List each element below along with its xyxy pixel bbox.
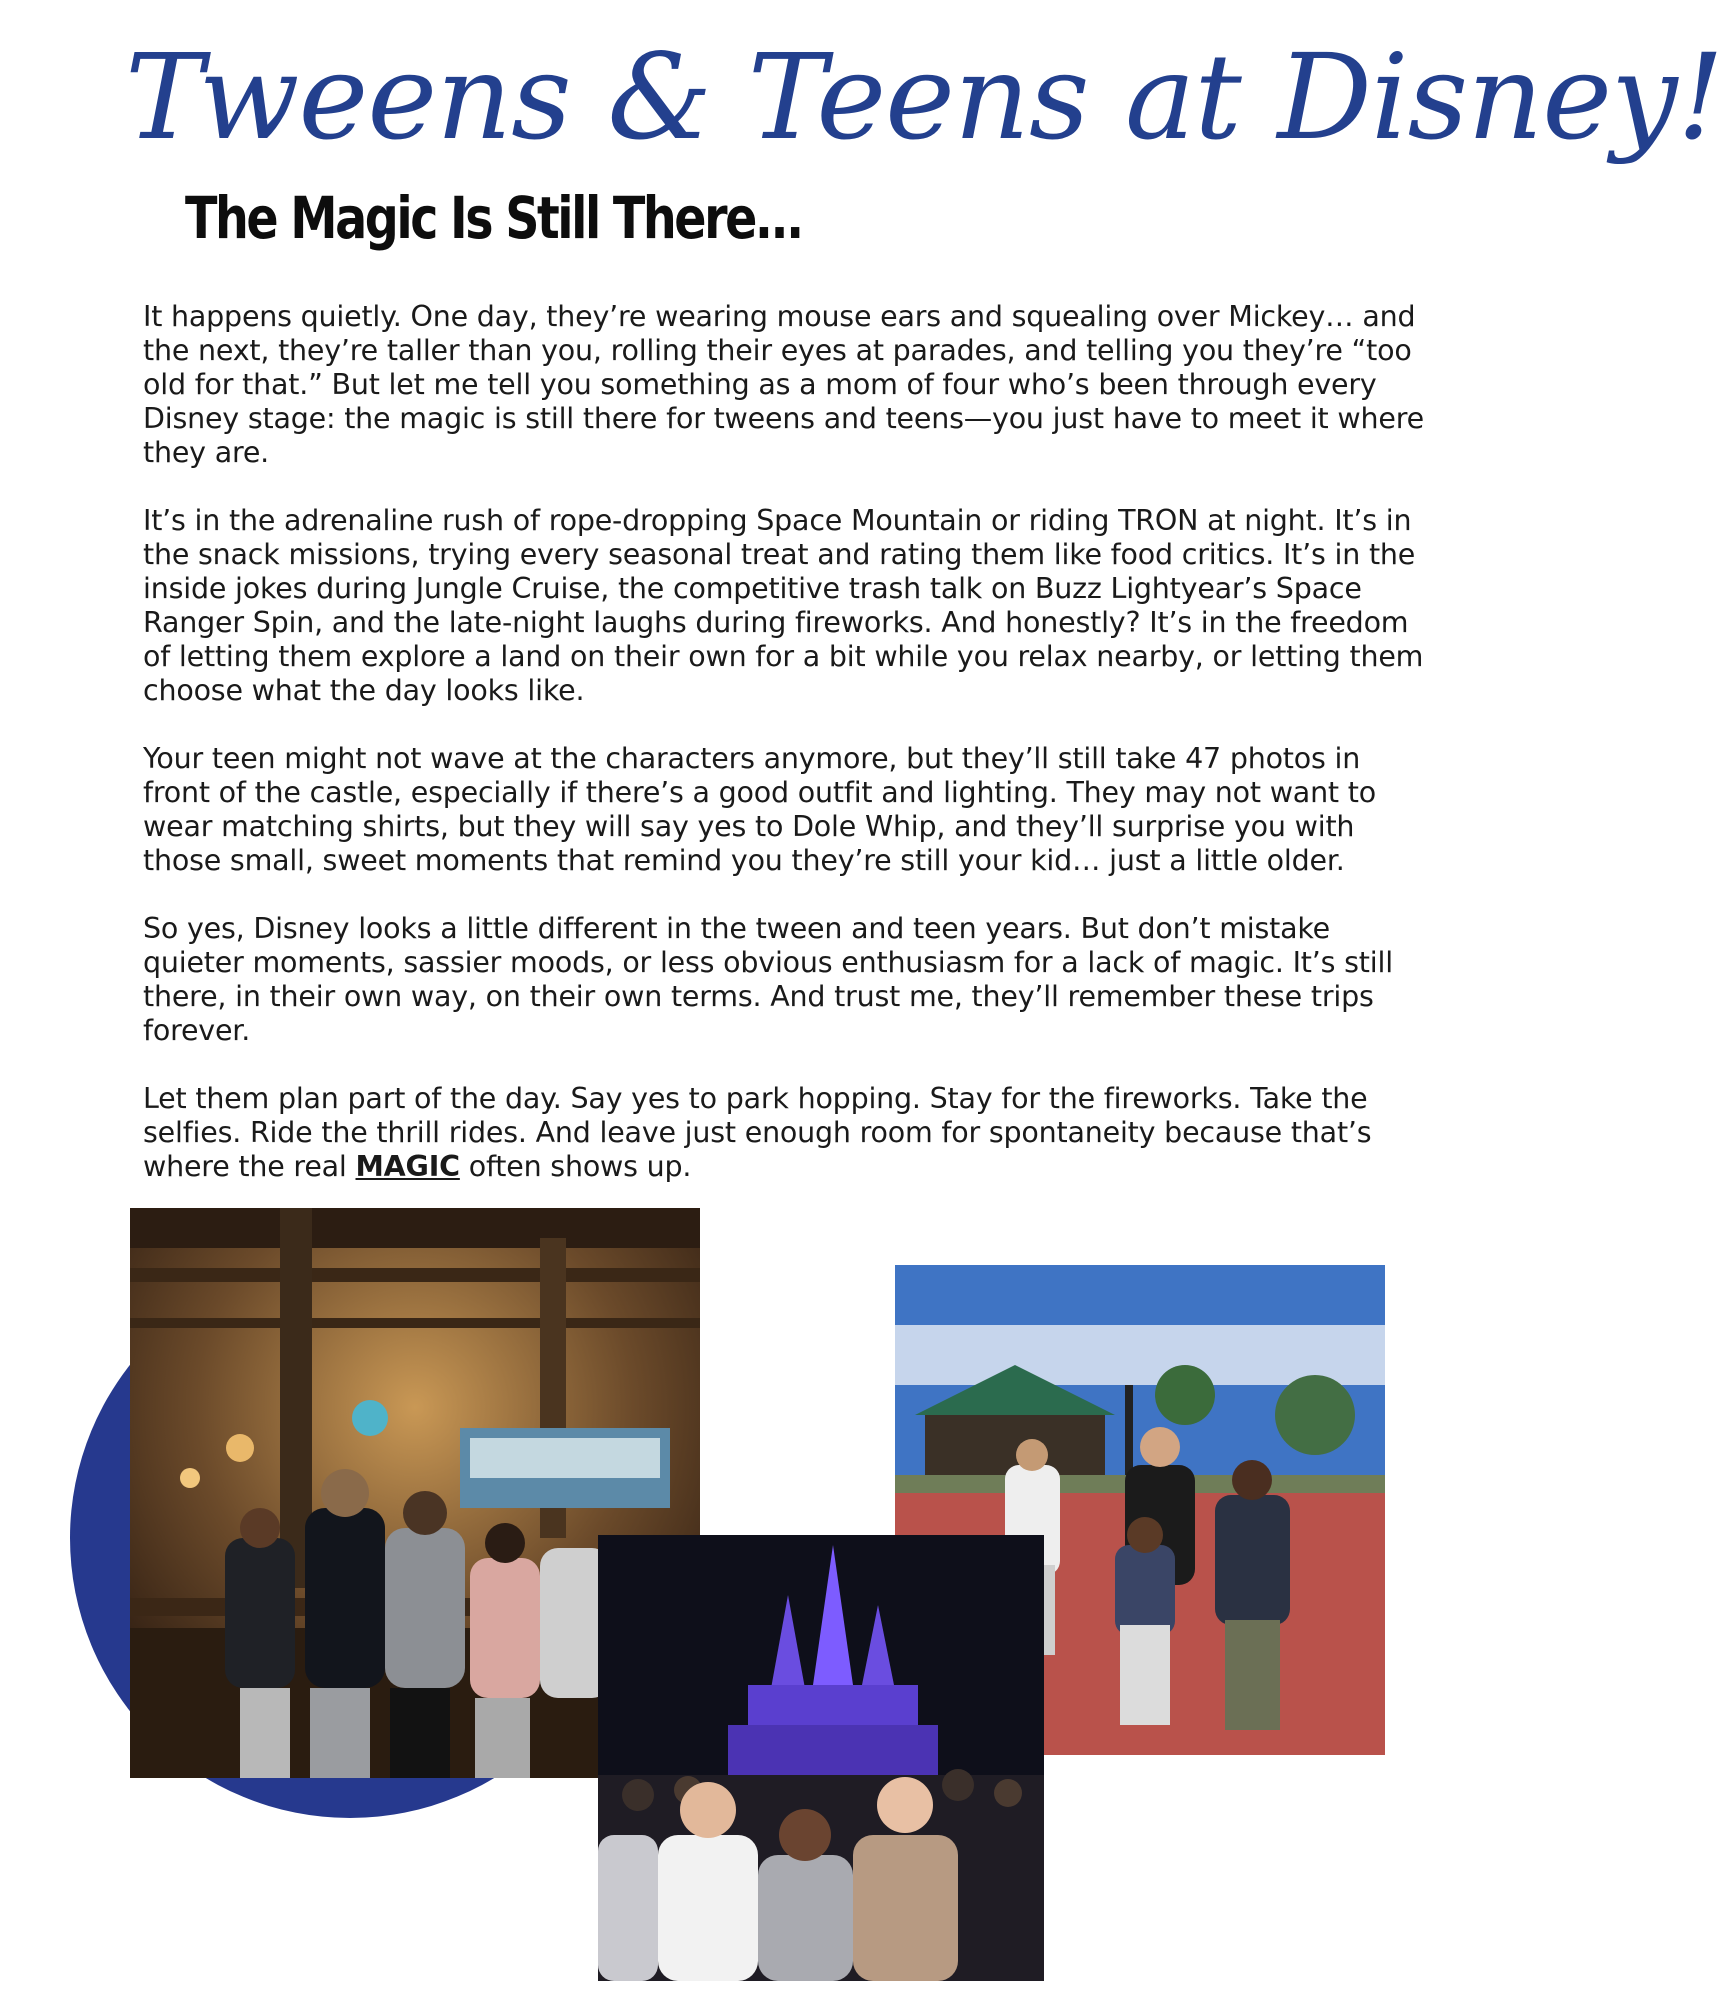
paragraph-5-lead: Let them plan part of the day. Say yes to park hopping. Stay for the fireworks. Take the selfies. Ride the thrill rides. And leave just enough room for spontaneity because that’s where the real	[143, 1082, 1372, 1183]
article-body	[143, 300, 1428, 1218]
page-title: Tweens & Teens at Disney!	[125, 28, 1723, 166]
paragraph-3: Your teen might not wave at the characters anymore, but they’ll still take 47 photos in front of the castle, especially if there’s a good outfit and lighting. They may not want to wear matching shirts, but they will say yes to Dole Whip, and they’ll surprise you with those small, sweet moments that remind you they’re still your kid… just a little older.	[143, 742, 1376, 877]
page-subtitle: The Magic Is Still There...	[185, 184, 802, 252]
paragraph-2: It’s in the adrenaline rush of rope-dropping Space Mountain or riding TRON at night. It’s in the snack missions, trying every seasonal treat and rating them like food critics. It’s in the inside jokes during Jungle Cruise, the competitive trash talk on Buzz Lightyear’s Space Ranger Spin, and the late-night laughs during fireworks. And honestly? It’s in the freedom of letting them explore a land on their own for a bit while you relax nearby, or letting them choose what the day looks like.	[143, 504, 1424, 707]
paragraph-5-tail: often shows up.	[459, 1150, 692, 1183]
photo-castle-selfie	[598, 1535, 1044, 1981]
magic-emphasis: MAGIC	[355, 1150, 460, 1183]
paragraph-1: It happens quietly. One day, they’re wearing mouse ears and squealing over Mickey… and the next, they’re taller than you, rolling their eyes at parades, and telling you they’re “too old for that.” But let me tell you something as a mom of four who’s been through every Disney stage: the magic is still there for tweens and teens—you just have to meet it where they are.	[143, 300, 1424, 469]
paragraph-5	[143, 1082, 1428, 1184]
paragraph-4: So yes, Disney looks a little different in the tween and teen years. But don’t mistake quieter moments, sassier moods, or less obvious enthusiasm for a lack of magic. It’s still there, in their own way, on their own terms. And trust me, they’ll remember these trips forever.	[143, 912, 1393, 1047]
